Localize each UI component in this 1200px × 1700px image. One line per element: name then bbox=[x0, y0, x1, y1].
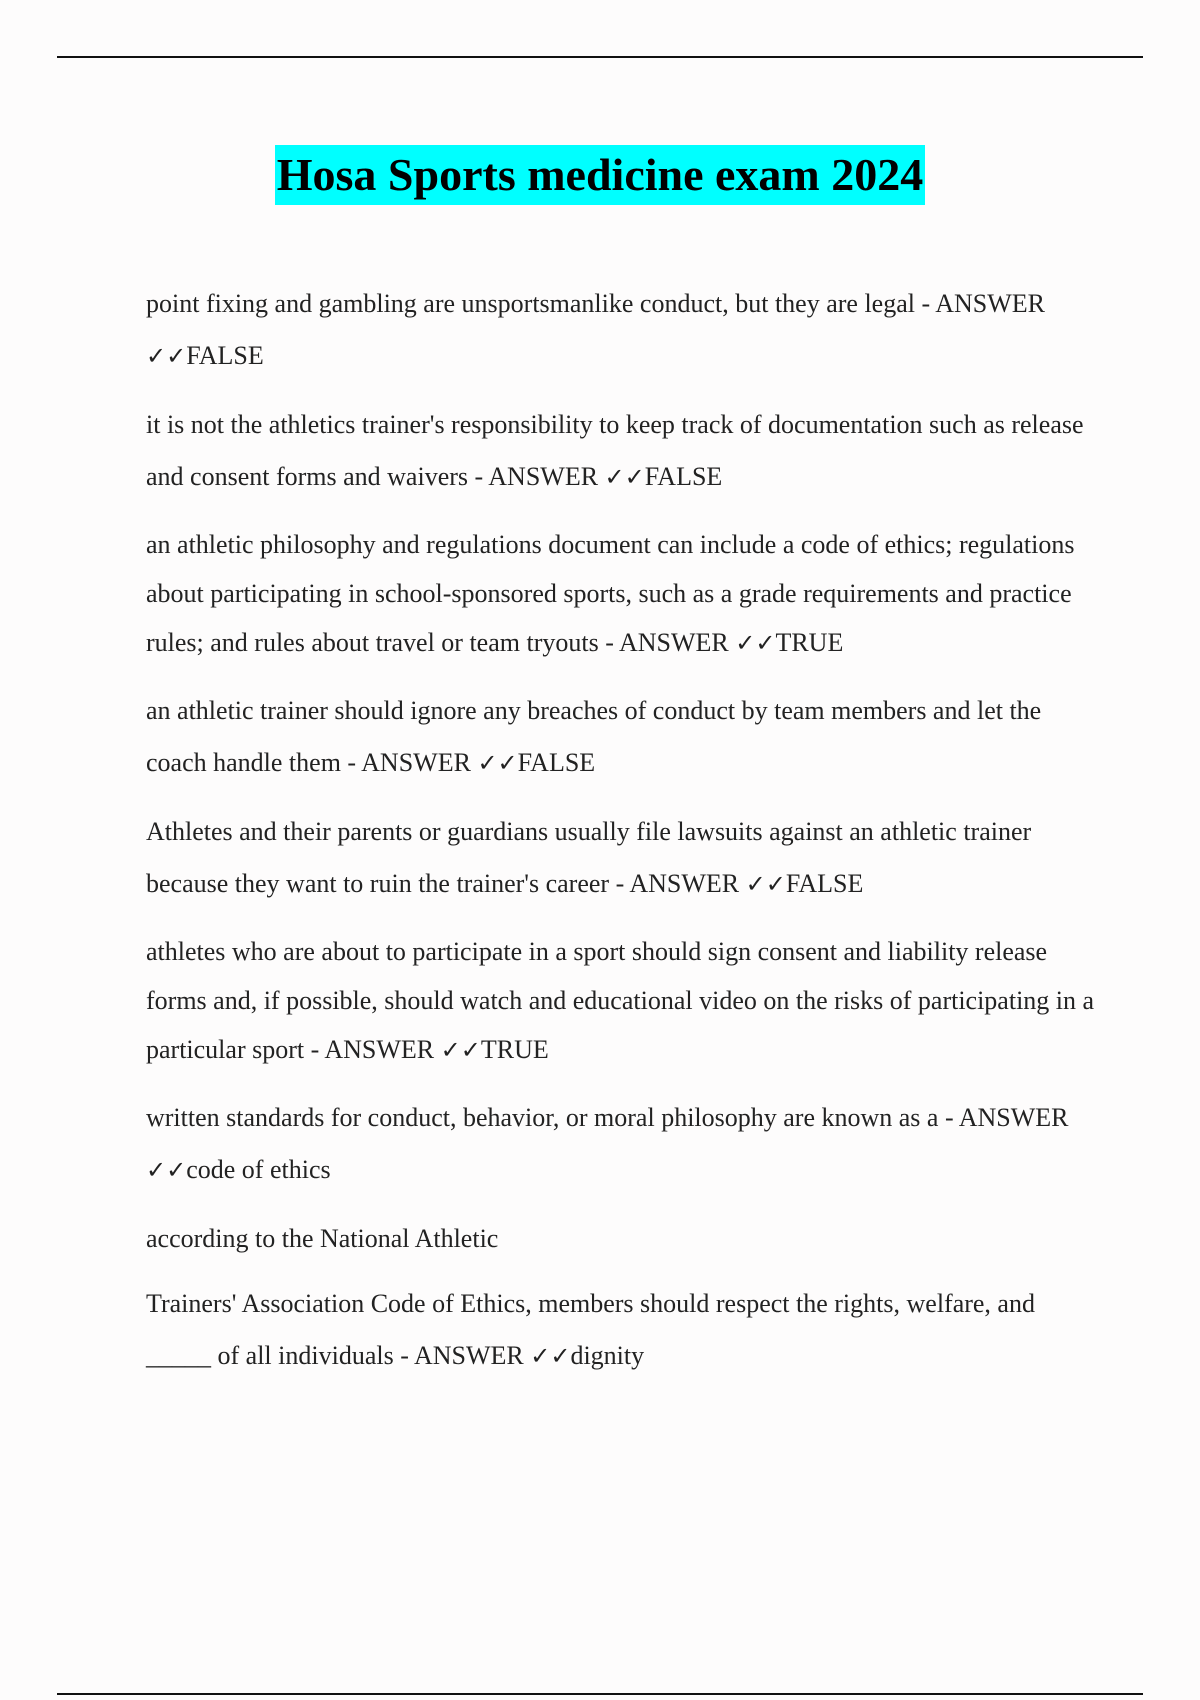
answer-text: FALSE bbox=[785, 869, 864, 898]
answer-label: ANSWER bbox=[361, 748, 471, 777]
question-text: point fixing and gambling are unsportsmanlike conduct, but they are legal - bbox=[146, 289, 931, 318]
qa-item-1 bbox=[146, 278, 1096, 382]
question-text: according to the National Athletic bbox=[146, 1224, 499, 1253]
question-text: an athletic trainer should ignore any breaches of conduct by team members and let the coach handle them - bbox=[146, 696, 1042, 777]
double-check-icon: ✓✓ bbox=[745, 870, 786, 898]
answer-label: ANSWER bbox=[618, 628, 729, 657]
title-block bbox=[0, 145, 1200, 205]
qa-item-5 bbox=[146, 806, 1096, 910]
answer-text: FALSE bbox=[644, 462, 723, 491]
question-text: it is not the athletics trainer's responsibility to keep track of documentation such as release and consent forms and waivers - bbox=[146, 410, 1084, 491]
answer-label: ANSWER bbox=[324, 1035, 435, 1064]
double-check-icon: ✓✓ bbox=[146, 342, 187, 370]
double-check-icon: ✓✓ bbox=[440, 1036, 481, 1064]
qa-item-4 bbox=[146, 685, 1096, 789]
bottom-rule bbox=[57, 1693, 1143, 1695]
double-check-icon: ✓✓ bbox=[530, 1342, 571, 1370]
document-title: Hosa Sports medicine exam 2024 bbox=[275, 145, 926, 205]
double-check-icon: ✓✓ bbox=[477, 749, 518, 777]
qa-item-7 bbox=[146, 1092, 1096, 1196]
answer-label: ANSWER bbox=[935, 289, 1045, 318]
qa-item-6 bbox=[146, 927, 1096, 1075]
answer-text: code of ethics bbox=[186, 1155, 331, 1184]
double-check-icon: ✓✓ bbox=[604, 463, 645, 491]
question-text: Trainers' Association Code of Ethics, members should respect the rights, welfare, and _____ of all individuals - bbox=[146, 1289, 1035, 1370]
qa-item-8 bbox=[146, 1278, 1096, 1382]
answer-text: FALSE bbox=[186, 341, 264, 370]
answer-text: TRUE bbox=[480, 1035, 549, 1064]
qa-item-3 bbox=[146, 520, 1096, 668]
qa-item-2 bbox=[146, 399, 1096, 503]
question-text: written standards for conduct, behavior, or moral philosophy are known as a - bbox=[146, 1103, 954, 1132]
top-rule bbox=[57, 56, 1143, 58]
answer-text: TRUE bbox=[775, 628, 844, 657]
double-check-icon: ✓✓ bbox=[735, 629, 776, 657]
answer-label: ANSWER bbox=[958, 1103, 1069, 1132]
answer-label: ANSWER bbox=[413, 1341, 524, 1370]
qa-list bbox=[146, 278, 1096, 1399]
question-text: athletes who are about to participate in a sport should sign consent and liability release forms and, if possible, should watch and educational video on the risks of participating in a particular sport - bbox=[146, 937, 1095, 1064]
double-check-icon: ✓✓ bbox=[146, 1156, 187, 1184]
question-text: Athletes and their parents or guardians usually file lawsuits against an athletic trainer because they want to ruin the trainer's career - bbox=[146, 817, 1032, 898]
question-text: an athletic philosophy and regulations document can include a code of ethics; regulations about participating in school-sponsored sports, such as a grade requirements and practice rules; and rules about travel or team tryouts - bbox=[146, 530, 1075, 657]
answer-text: dignity bbox=[570, 1341, 645, 1370]
qa-item-8-intro bbox=[146, 1213, 1096, 1265]
answer-text: FALSE bbox=[517, 748, 596, 777]
answer-label: ANSWER bbox=[488, 462, 599, 491]
answer-label: ANSWER bbox=[629, 869, 740, 898]
